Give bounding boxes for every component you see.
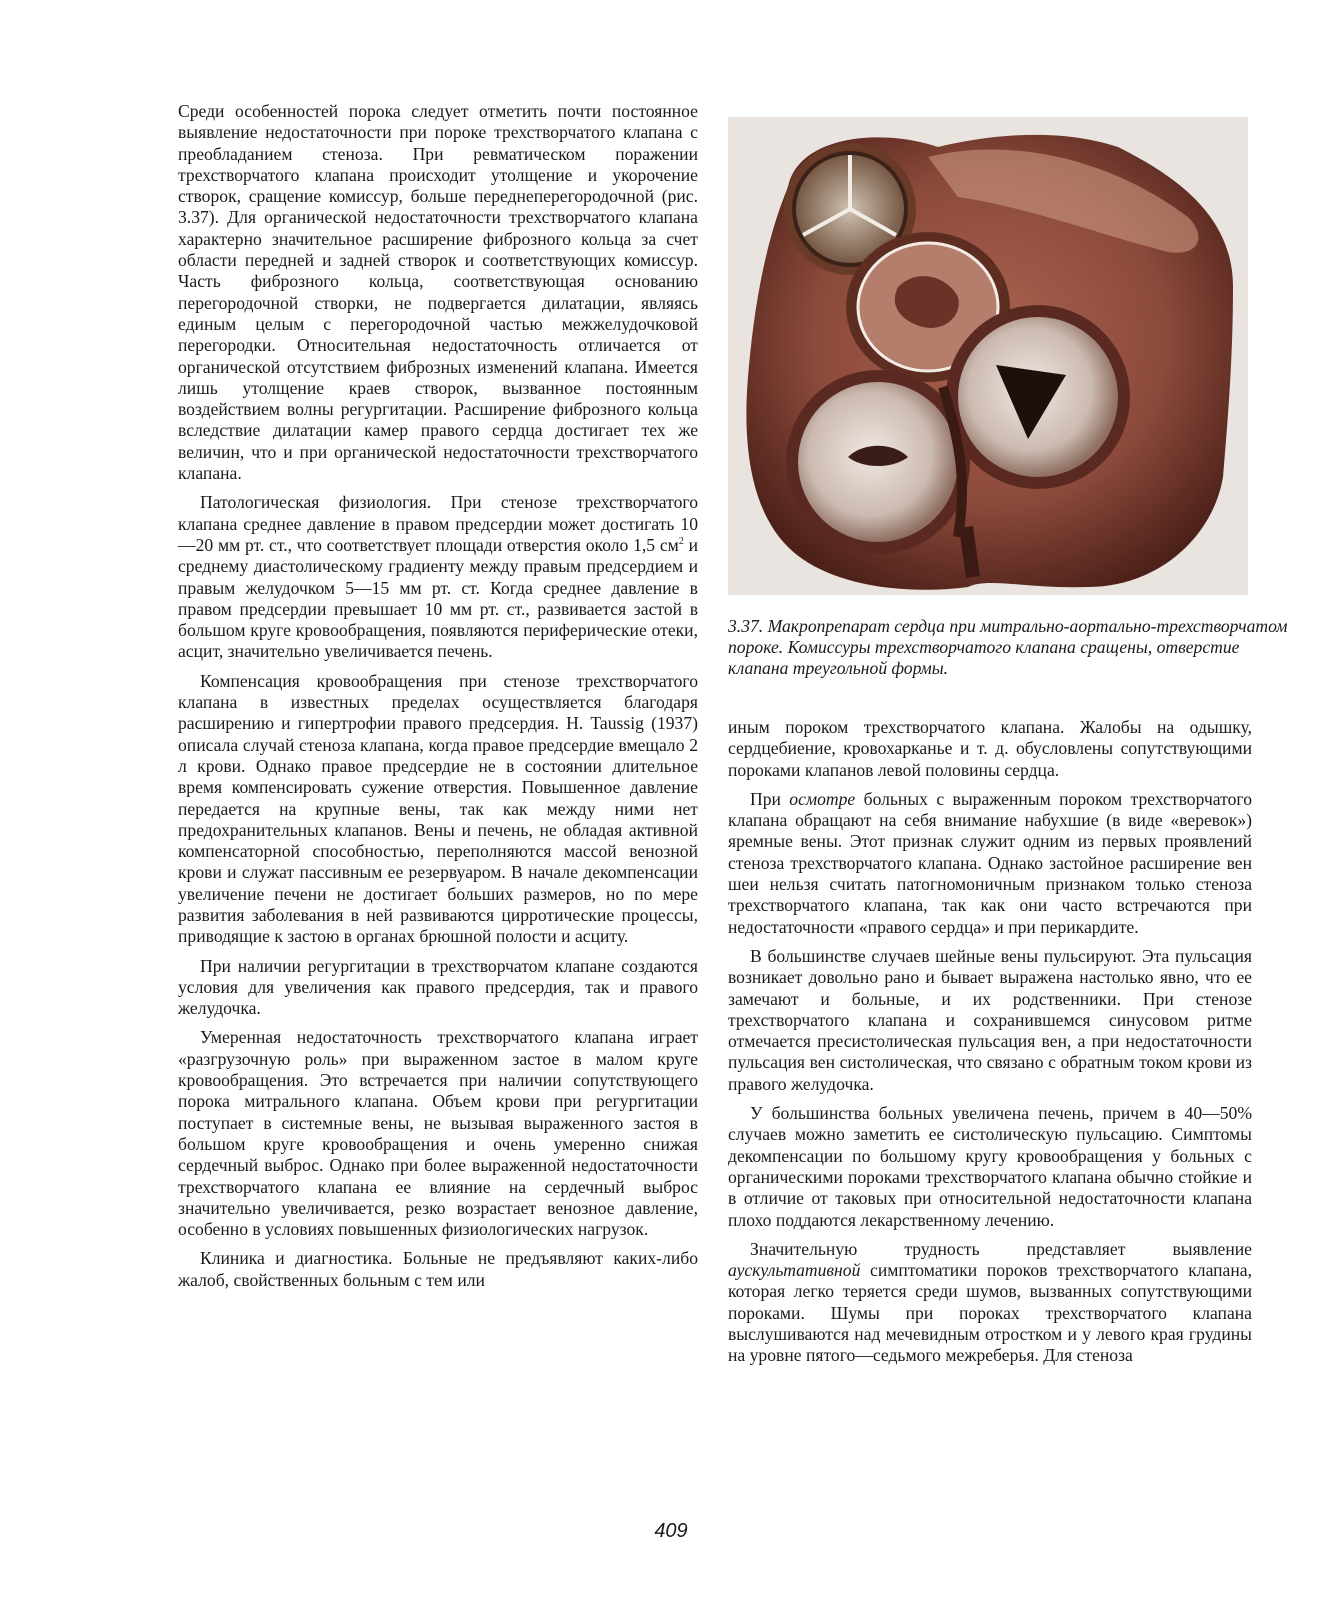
paragraph-text: и среднему диастолическому градиенту между правым предсердием и правым желудочком 5—15 мм рт. ст. Когда среднее давление в правом предсердии превышает 10 мм рт. ст., развивается застой в большом круге кровообращения, появляются периферические отеки, асцит, значительно увеличивается печень. (178, 534, 698, 662)
figure-heart-specimen (728, 117, 1248, 595)
emphasis: аускультативной (728, 1260, 861, 1281)
figure-caption: 3.37. Макропрепарат сердца при митрально-аортально-трехстворчатом пороке. Комиссуры трехстворчатого клапана сращены, отверстие клапана треугольной формы. (728, 616, 1288, 678)
emphasis: осмотре (789, 788, 856, 809)
paragraph-text: Патологическая физиология. При стенозе трехстворчатого клапана среднее давление в правом предсердии может достигать 10—20 мм рт. ст., что соответствует площади отверстия около 1,5 см (178, 492, 698, 555)
paragraph: В большинстве случаев шейные вены пульсируют. Эта пульсация возникает довольно рано и бывает выражена настолько явно, что ее замечают и больные, и их родственники. При стенозе трехстворчатого клапана и сохранившемся синусовом ритме отмечается пресистолическая пульсация вен, а при недостаточности пульсация вен систолическая, что связано с обратным током крови из правого желудочка. (728, 945, 1252, 1094)
paragraph: Умеренная недостаточность трехстворчатого клапана играет «разгрузочную роль» при выраженном застое в малом круге кровообращения. Это встречается при наличии сопутствующего порока митрального клапана. Объем крови при регургитации поступает в системные вены, не вызывая выраженного застоя в большом круге кровообращения и очень умеренно снижая сердечный выброс. Однако при более выраженной недостаточности трехстворчатого клапана ее влияние на сердечный выброс значительно увеличивается, резко возрастает венозное давление, особенно в условиях повышенных физиологических нагрузок. (178, 1027, 698, 1240)
paragraph (728, 789, 1252, 938)
heart-specimen-illustration (728, 117, 1248, 595)
paragraph-text: больных с выраженным пороком трехстворчатого клапана обращают на себя внимание набухшие (в виде «веревок») яремные вены. Этот признак служит одним из первых проявлений стеноза трехстворчатого клапана. Однако застойное расширение вен шеи нельзя считать патогномоничным признаком только стеноза трехстворчатого клапана, так как они часто встречаются при недостаточности «правого сердца» и при перикардите. (728, 788, 1252, 937)
left-text-column (178, 101, 698, 1299)
right-text-column (728, 717, 1252, 1375)
paragraph: иным пороком трехстворчатого клапана. Жалобы на одышку, сердцебиение, кровохарканье и т. д. обусловлены сопутствующими пороками клапанов левой половины сердца. (728, 717, 1252, 780)
superscript: 2 (678, 536, 684, 548)
paragraph (178, 492, 698, 662)
paragraph (728, 1239, 1252, 1367)
paragraph-text: При (750, 788, 790, 809)
paragraph: Клиника и диагностика. Больные не предъявляют каких-либо жалоб, свойственных больным с тем или (178, 1248, 698, 1290)
paragraph: Среди особенностей порока следует отметить почти постоянное выявление недостаточности при пороке трехстворчатого клапана с преобладанием стеноза. При ревматическом поражении трехстворчатого клапана происходит утолщение и укорочение створок, сращение комиссур, больше переднеперегородочной (рис. 3.37). Для органической недостаточности трехстворчатого клапана характерно значительное расширение фиброзного кольца за счет области передней и задней створок и соответствующих комиссур. Часть фиброзного кольца, соответствующая основанию перегородочной створки, не подвергается дилатации, являясь единым целым с перегородочной частью межжелудочковой перегородки. Относительная недостаточность отличается от органической отсутствием фиброзных изменений клапана. Имеется лишь утолщение краев створок, вызванное постоянным воздействием волны регургитации. Расширение фиброзного кольца вследствие дилатации камер правого сердца достигает тех же величин, что и при органической недостаточности трехстворчатого клапана. (178, 101, 698, 484)
paragraph: Компенсация кровообращения при стенозе трехстворчатого клапана в известных пределах осуществляется благодаря расширению и гипертрофии правого предсердия. Н. Taussig (1937) описала случай стеноза клапана, когда правое предсердие вмещало 2 л крови. Однако правое предсердие не в состоянии длительное время компенсировать сужение отверстия. Повышенное давление передается на крупные вены, так как между ними нет предохранительных клапанов. Вены и печень, не обладая активной компенсаторной способностью, переполняются массой венозной крови и служат пассивным ее резервуаром. В начале декомпенсации увеличение печени не достигает больших размеров, но по мере развития заболевания в ней развиваются цирротические процессы, приводящие к застою в органах брюшной полости и асциту. (178, 670, 698, 947)
paragraph: При наличии регургитации в трехстворчатом клапане создаются условия для увеличения как правого предсердия, так и правого желудочка. (178, 955, 698, 1019)
paragraph-text: симптоматики пороков трехстворчатого клапана, которая легко теряется среди шумов, вызванных сопутствующими пороками. Шумы при пороках трехстворчатого клапана выслушиваются над мечевидным отростком и у левого края грудины на уровне пятого—седьмого межреберья. Для стеноза (728, 1260, 1252, 1366)
paragraph: У большинства больных увеличена печень, причем в 40—50% случаев можно заметить ее систолическую пульсацию. Симптомы декомпенсации по большому кругу кровообращения у больных с органическими пороками трехстворчатого клапана обычно стойкие и в отличие от таковых при относительной недостаточности клапана плохо поддаются лекарственному лечению. (728, 1103, 1252, 1230)
paragraph-text: Значительную трудность представляет выявление (750, 1238, 1252, 1259)
page-number: 409 (654, 1520, 688, 1542)
